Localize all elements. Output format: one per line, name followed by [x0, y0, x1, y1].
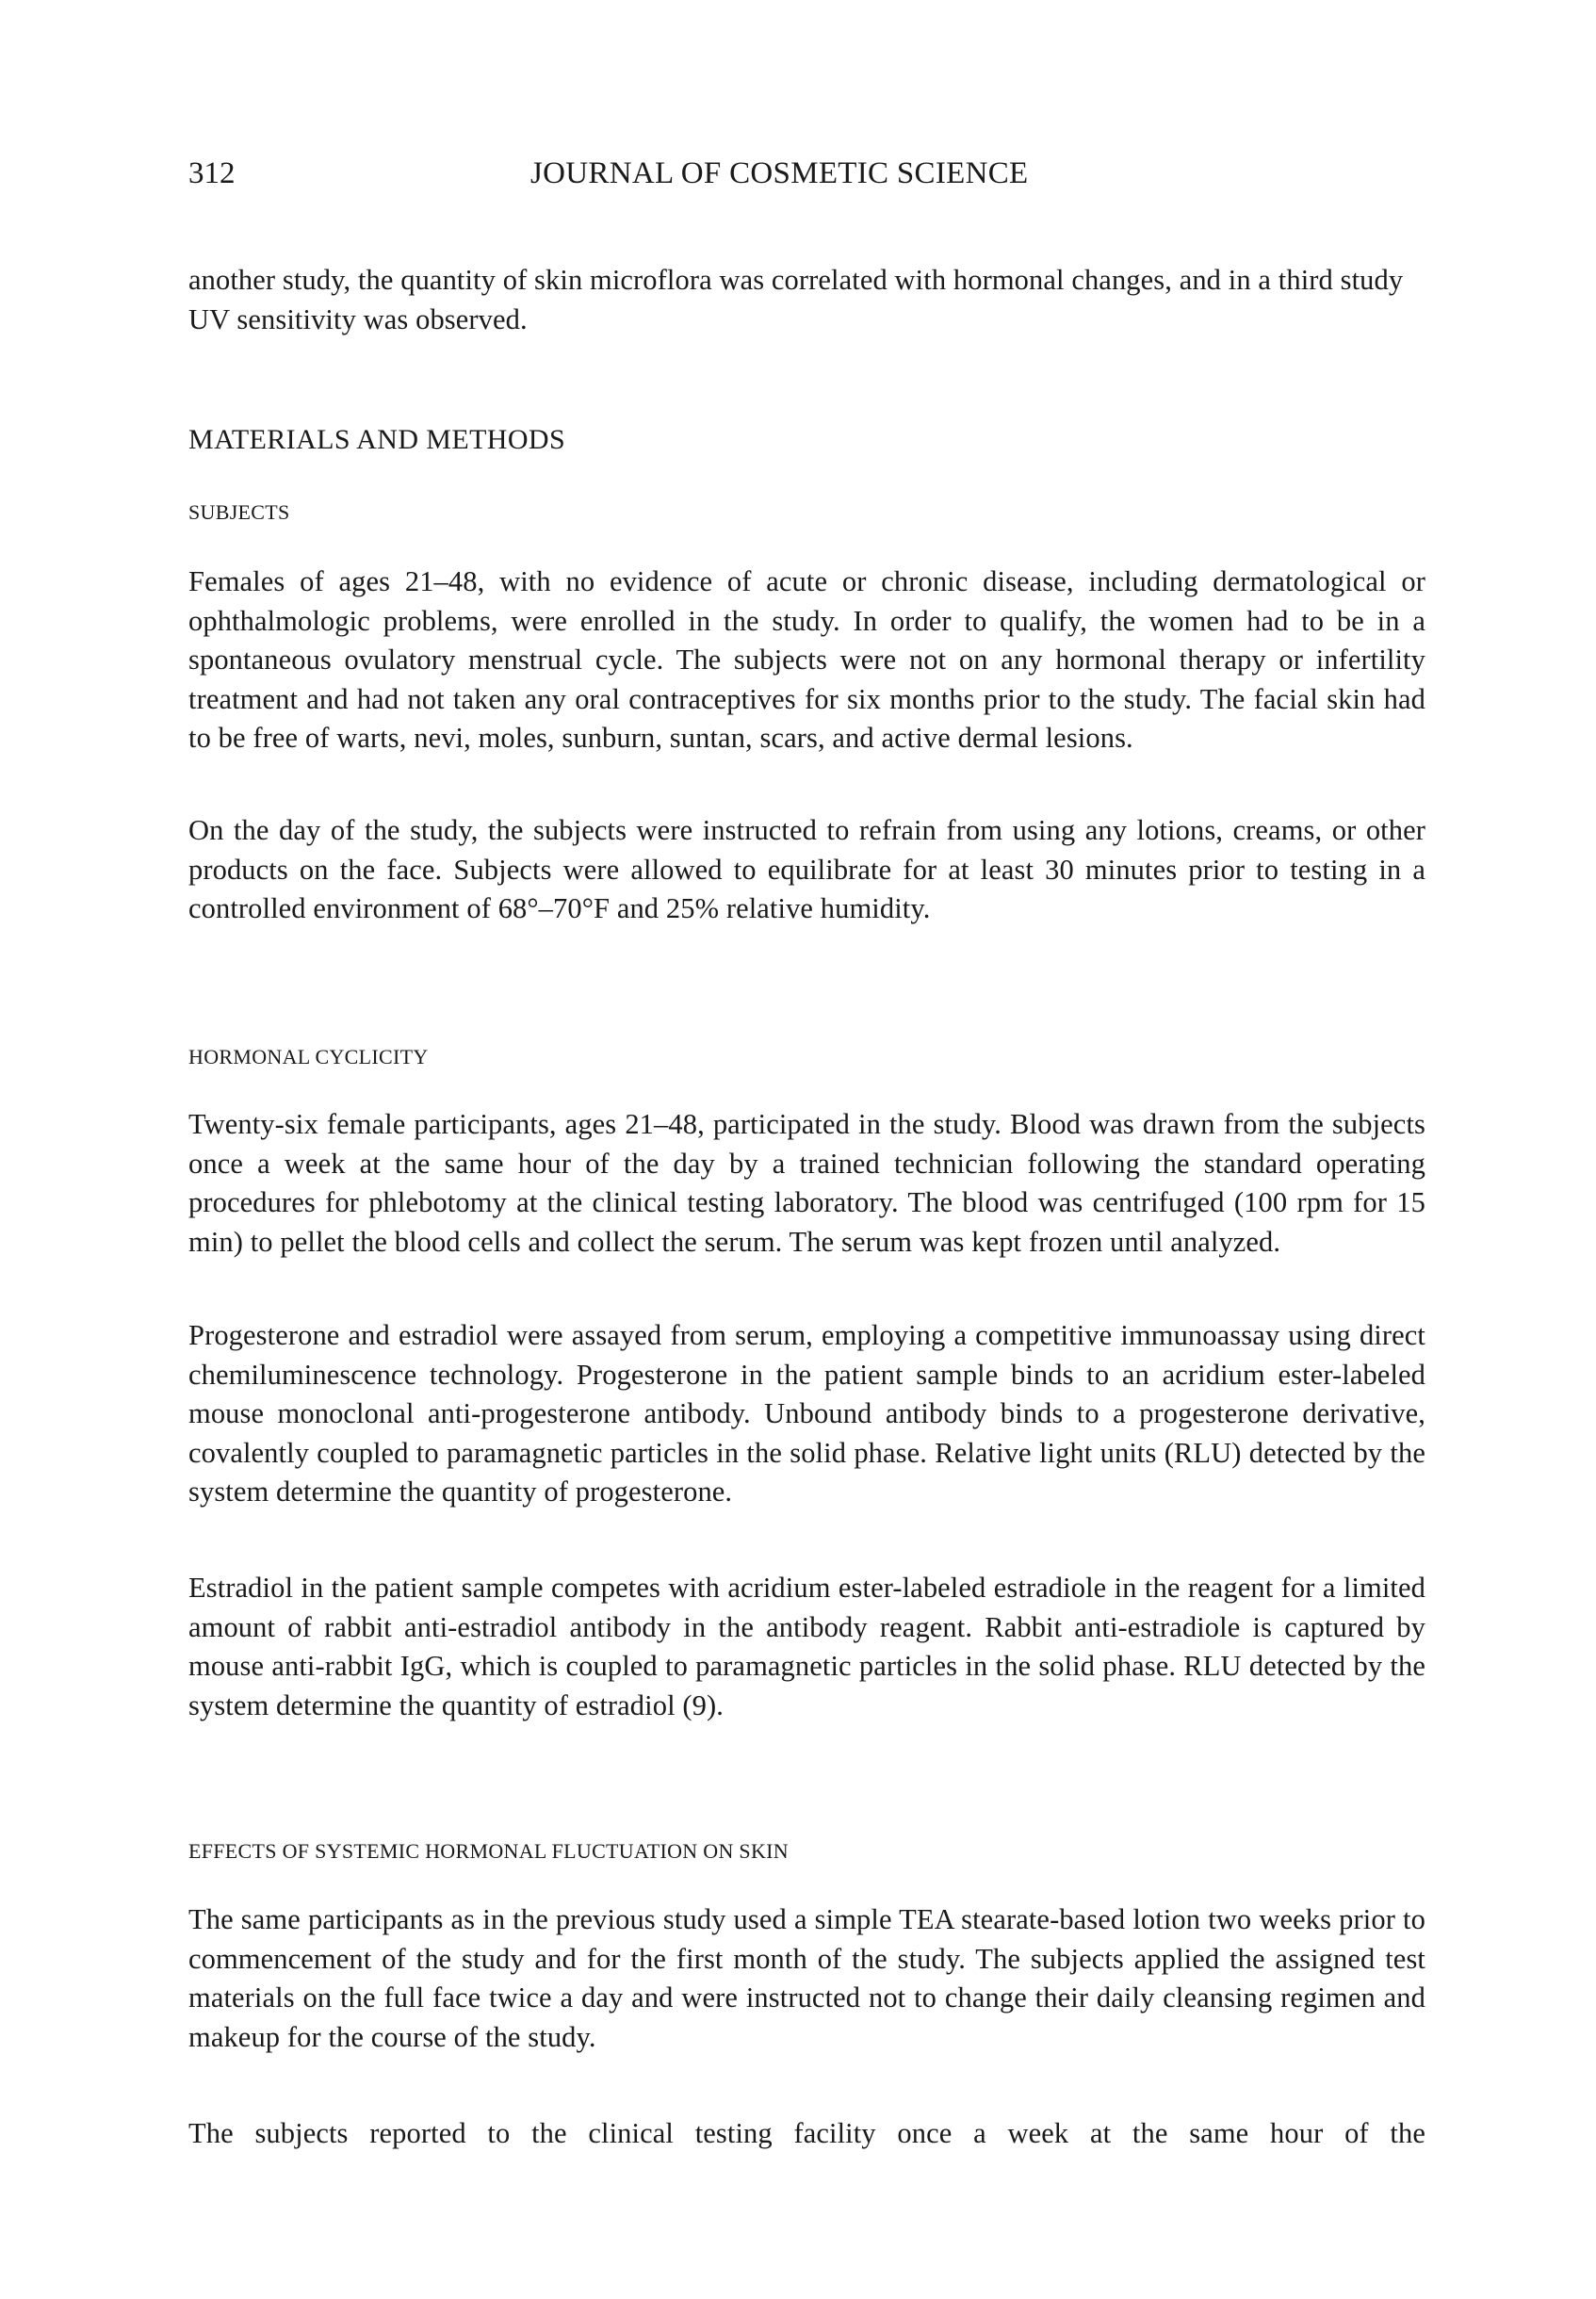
subsection-heading-hormonal-cyclicity: HORMONAL CYCLICITY — [188, 1045, 429, 1068]
hormonal-paragraph-2-block — [188, 1316, 1425, 1512]
hormonal-paragraph-3-block — [188, 1569, 1425, 1725]
effects-paragraph-2-block — [188, 2114, 1425, 2154]
subjects-paragraph-1-block — [188, 563, 1425, 758]
effects-subsection — [188, 1837, 1425, 1866]
journal-title: JOURNAL OF COSMETIC SCIENCE — [530, 156, 1029, 190]
section-heading-materials-methods: MATERIALS AND METHODS — [188, 424, 566, 455]
running-head — [188, 153, 1425, 194]
hormonal-cyclicity-paragraph: Twenty-six female participants, ages 21–48, participated in the study. Blood was drawn from the subjects once a week at the same hour of the day by a trained technician following the standard operating procedures for phlebotomy at the clinical testing laboratory. The blood was centrifuged (100 rpm for 15 min) to pellet the blood cells and collect the serum. The serum was kept frozen until analyzed. — [188, 1108, 1425, 1258]
page-number: 312 — [188, 156, 236, 190]
effects-paragraph: The subjects reported to the clinical testing facility once a week at the same hour of the — [188, 2117, 1425, 2149]
subjects-paragraph: On the day of the study, the subjects were instructed to refrain from using any lotions, creams, or other products on the face. Subjects were allowed to equilibrate for at least 30 minutes prior to testing in a controlled environment of 68°–70°F and 25% relative humidity. — [188, 814, 1425, 925]
effects-paragraph: The same participants as in the previous study used a simple TEA stearate-based lotion two weeks prior to commencement of the study and for the first month of the study. The subjects applied the assigned test materials on the full face twice a day and were instructed not to change their daily cleansing regimen and makeup for the course of the study. — [188, 1903, 1425, 2053]
hormonal-cyclicity-paragraph: Estradiol in the patient sample competes with acridium ester-labeled estradiole in the reagent for a limited amount of rabbit anti-estradiol antibody in the antibody reagent. Rabbit anti-estradiole is captured by mouse anti-rabbit IgG, which is coupled to paramagnetic particles in the solid phase. RLU detected by the system determine the quantity of estradiol (9). — [188, 1572, 1425, 1721]
hormonal-cyclicity-paragraph: Progesterone and estradiol were assayed from serum, employing a competitive immunoassay using direct chemiluminescence technology. Progesterone in the patient sample binds to an acridium ester-labeled mouse monoclonal anti-progesterone antibody. Unbound antibody binds to a progesterone derivative, covalently coupled to paramagnetic particles in the solid phase. Relative light units (RLU) detected by the system determine the quantity of progesterone. — [188, 1319, 1425, 1508]
subsection-heading-subjects: SUBJECTS — [188, 500, 290, 524]
intro-continuation-block — [188, 261, 1425, 339]
subjects-subsection — [188, 498, 1425, 527]
subjects-paragraph: Females of ages 21–48, with no evidence of acute or chronic disease, including dermatological or ophthalmologic problems, were enrolled in the study. In order to qualify, the women had to be in a spontaneous ovulatory menstrual cycle. The subjects were not on any hormonal therapy or infertility treatment and had not taken any oral contraceptives for six months prior to the study. The facial skin had to be free of warts, nevi, moles, sunburn, suntan, scars, and active dermal lesions. — [188, 565, 1425, 755]
subjects-paragraph-2-block — [188, 811, 1425, 929]
intro-continuation-paragraph: another study, the quantity of skin microflora was correlated with hormonal changes, and in a third study UV sensitivity was observed. — [188, 264, 1404, 335]
subsection-heading-effects: EFFECTS OF SYSTEMIC HORMONAL FLUCTUATION ON SKIN — [188, 1839, 789, 1863]
effects-paragraph-1-block — [188, 1900, 1425, 2057]
hormonal-paragraph-1-block — [188, 1105, 1425, 1262]
materials-methods-section — [188, 421, 1425, 459]
hormonal-cyclicity-subsection — [188, 1043, 1425, 1071]
